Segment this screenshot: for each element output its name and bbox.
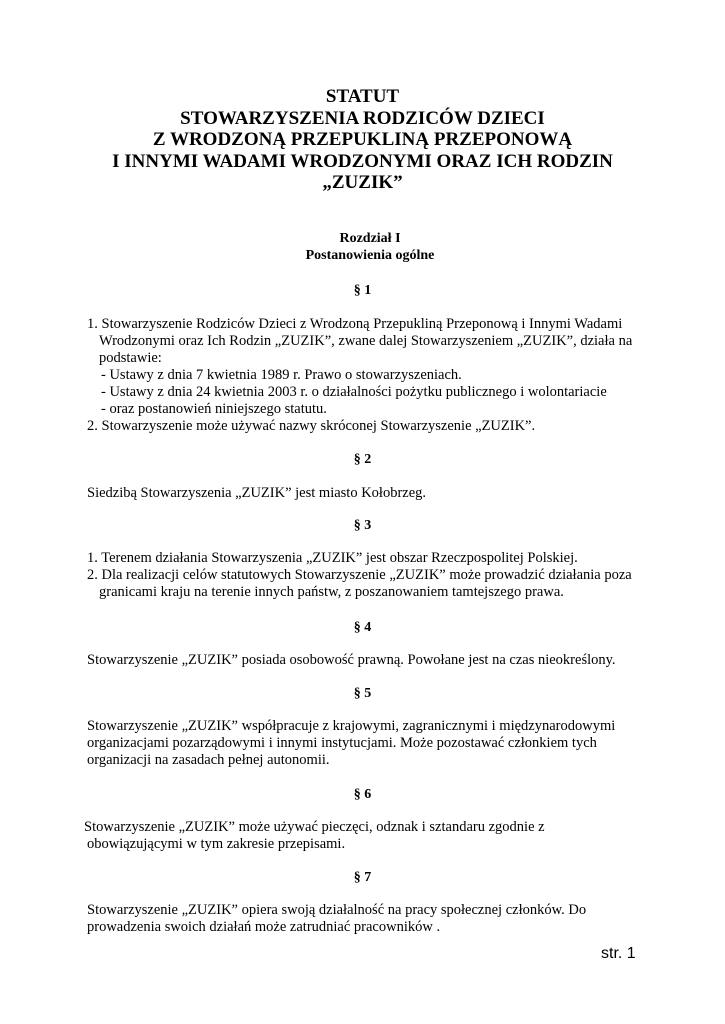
text-line: 1. Terenem działania Stowarzyszenia „ZUZIK” jest obszar Rzeczpospolitej Polskiej. bbox=[87, 550, 578, 566]
chapter-heading bbox=[0, 230, 725, 264]
chapter-number: Rozdział I bbox=[339, 231, 401, 246]
section-body bbox=[87, 652, 616, 669]
section-mark: § 3 bbox=[353, 518, 372, 533]
text-line: 1. Stowarzyszenie Rodziców Dzieci z Wrodzoną Przepukliną Przeponową i Innymi Wadami bbox=[87, 316, 623, 332]
text-line: organizacji na zasadach pełnej autonomii. bbox=[87, 752, 330, 768]
text-line: - oraz postanowień niniejszego statutu. bbox=[101, 401, 327, 417]
title-line: Z WRODZONĄ PRZEPUKLINĄ PRZEPONOWĄ bbox=[152, 129, 573, 150]
text-line: obowiązującymi w tym zakresie przepisami. bbox=[87, 836, 346, 852]
text-line: - Ustawy z dnia 7 kwietnia 1989 r. Prawo o stowarzyszeniach. bbox=[101, 367, 462, 383]
title-line: „ZUZIK” bbox=[322, 172, 403, 193]
title-line: STATUT bbox=[325, 86, 400, 107]
section-mark: § 7 bbox=[353, 870, 372, 885]
text-line: Stowarzyszenie „ZUZIK” współpracuje z krajowymi, zagranicznymi i międzynarodowymi bbox=[87, 718, 616, 734]
text-line: Stowarzyszenie „ZUZIK” opiera swoją działalność na pracy społecznej członków. Do bbox=[87, 902, 587, 918]
text-line: Stowarzyszenie „ZUZIK” posiada osobowość prawną. Powołane jest na czas nieokreślony. bbox=[87, 652, 616, 668]
section-body bbox=[87, 485, 426, 502]
chapter-name: Postanowienia ogólne bbox=[305, 248, 435, 263]
text-line: - Ustawy z dnia 24 kwietnia 2003 r. o działalności pożytku publicznego i wolontariacie bbox=[101, 384, 607, 400]
document-title bbox=[0, 86, 725, 194]
section-mark: § 1 bbox=[353, 283, 372, 298]
section-body bbox=[87, 902, 586, 936]
text-line: prowadzenia swoich działań może zatrudniać pracowników . bbox=[87, 919, 441, 935]
text-line: 2. Dla realizacji celów statutowych Stowarzyszenie „ZUZIK” może prowadzić działania poza bbox=[87, 567, 632, 583]
text-line: Siedzibą Stowarzyszenia „ZUZIK” jest miasto Kołobrzeg. bbox=[87, 485, 427, 501]
section-body bbox=[87, 718, 615, 769]
title-line: I INNYMI WADAMI WRODZONYMI ORAZ ICH RODZIN bbox=[112, 150, 613, 172]
text-line: podstawie: bbox=[99, 350, 162, 366]
section-body bbox=[87, 550, 632, 601]
section-mark: § 4 bbox=[353, 620, 372, 635]
section-mark: § 2 bbox=[353, 452, 372, 467]
text-line: Stowarzyszenie „ZUZIK” może używać pieczęci, odznak i sztandaru zgodnie z bbox=[84, 819, 545, 835]
page-number: str. 1 bbox=[601, 945, 636, 962]
section-body bbox=[87, 316, 632, 435]
title-line: STOWARZYSZENIA RODZICÓW DZIECI bbox=[180, 107, 545, 129]
text-line: organizacjami pozarządowymi i innymi instytucjami. Może pozostawać członkiem tych bbox=[87, 735, 597, 751]
text-line: Wrodzonymi oraz Ich Rodzin „ZUZIK”, zwane dalej Stowarzyszeniem „ZUZIK”, działa na bbox=[99, 333, 633, 349]
section-mark: § 5 bbox=[353, 686, 372, 701]
section-body bbox=[84, 819, 545, 853]
text-line: 2. Stowarzyszenie może używać nazwy skróconej Stowarzyszenie „ZUZIK”. bbox=[87, 418, 536, 434]
text-line: granicami kraju na terenie innych państw, z poszanowaniem tamtejszego prawa. bbox=[99, 584, 564, 600]
section-mark: § 6 bbox=[353, 787, 372, 802]
